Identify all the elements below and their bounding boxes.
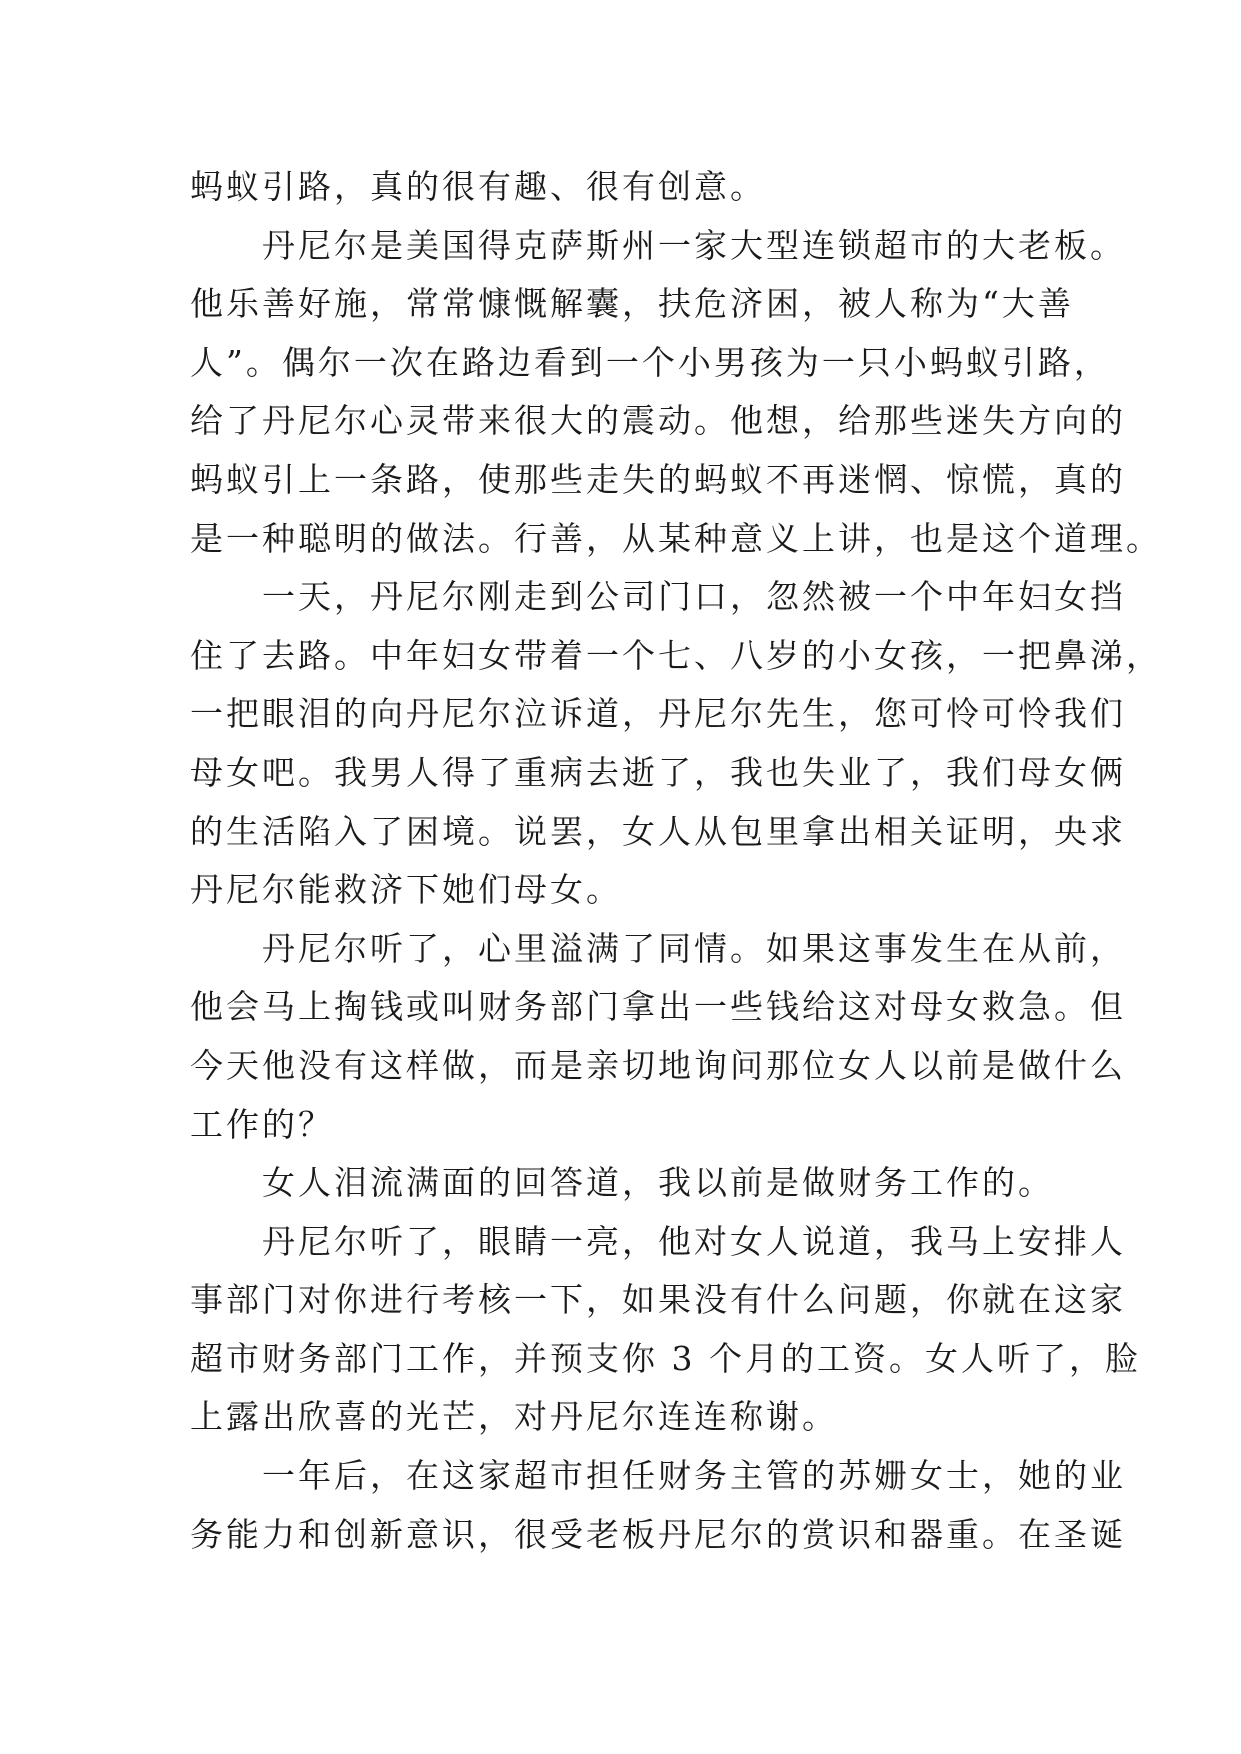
text-line: 母女吧。我男人得了重病去逝了，我也失业了，我们母女俩 [190,752,1126,792]
text-line: 他乐善好施，常常慷慨解囊，扶危济困，被人称为“大善 [190,284,1074,324]
text-line: 他会马上掏钱或叫财务部门拿出一些钱给这对母女救急。但 [190,987,1126,1027]
text-line: 丹尼尔听了，心里溢满了同情。如果这事发生在从前， [190,928,1126,968]
text-line: 上露出欣喜的光芒，对丹尼尔连连称谢。 [190,1397,838,1437]
text-line: 蚂蚁引上一条路，使那些走失的蚂蚁不再迷惘、惊慌，真的 [190,459,1126,499]
body-text [190,158,1162,1564]
text-line: 给了丹尼尔心灵带来很大的震动。他想，给那些迷失方向的 [190,401,1126,441]
text-line: 一年后，在这家超市担任财务主管的苏姗女士，她的业 [190,1456,1126,1496]
text-line: 一天，丹尼尔刚走到公司门口，忽然被一个中年妇女挡 [190,577,1126,617]
text-line: 是一种聪明的做法。行善，从某种意义上讲，也是这个道理。 [190,518,1162,558]
text-line: 女人泪流满面的回答道，我以前是做财务工作的。 [190,1163,1054,1203]
text-line: 事部门对你进行考核一下，如果没有什么问题，你就在这家 [190,1280,1126,1320]
text-line: 务能力和创新意识，很受老板丹尼尔的赏识和器重。在圣诞 [190,1514,1126,1554]
text-line: 超市财务部门工作，并预支你 3 个月的工资。女人听了，脸 [190,1338,1141,1378]
text-line: 蚂蚁引路，真的很有趣、很有创意。 [190,167,766,206]
text-line: 丹尼尔听了，眼睛一亮，他对女人说道，我马上安排人 [190,1221,1126,1261]
text-line: 今天他没有这样做，而是亲切地询问那位女人以前是做什么 [190,1045,1126,1085]
text-line: 住了去路。中年妇女带着一个七、八岁的小女孩，一把鼻涕， [190,635,1162,675]
text-line: 丹尼尔是美国得克萨斯州一家大型连锁超市的大老板。 [190,225,1126,265]
text-line: 丹尼尔能救济下她们母女。 [190,870,622,910]
text-line: 工作的？ [190,1104,334,1144]
text-line: 一把眼泪的向丹尼尔泣诉道，丹尼尔先生，您可怜可怜我们 [190,694,1126,734]
text-line: 人”。偶尔一次在路边看到一个小男孩为一只小蚂蚁引路， [190,342,1110,382]
text-line: 的生活陷入了困境。说罢，女人从包里拿出相关证明，央求 [190,811,1126,851]
